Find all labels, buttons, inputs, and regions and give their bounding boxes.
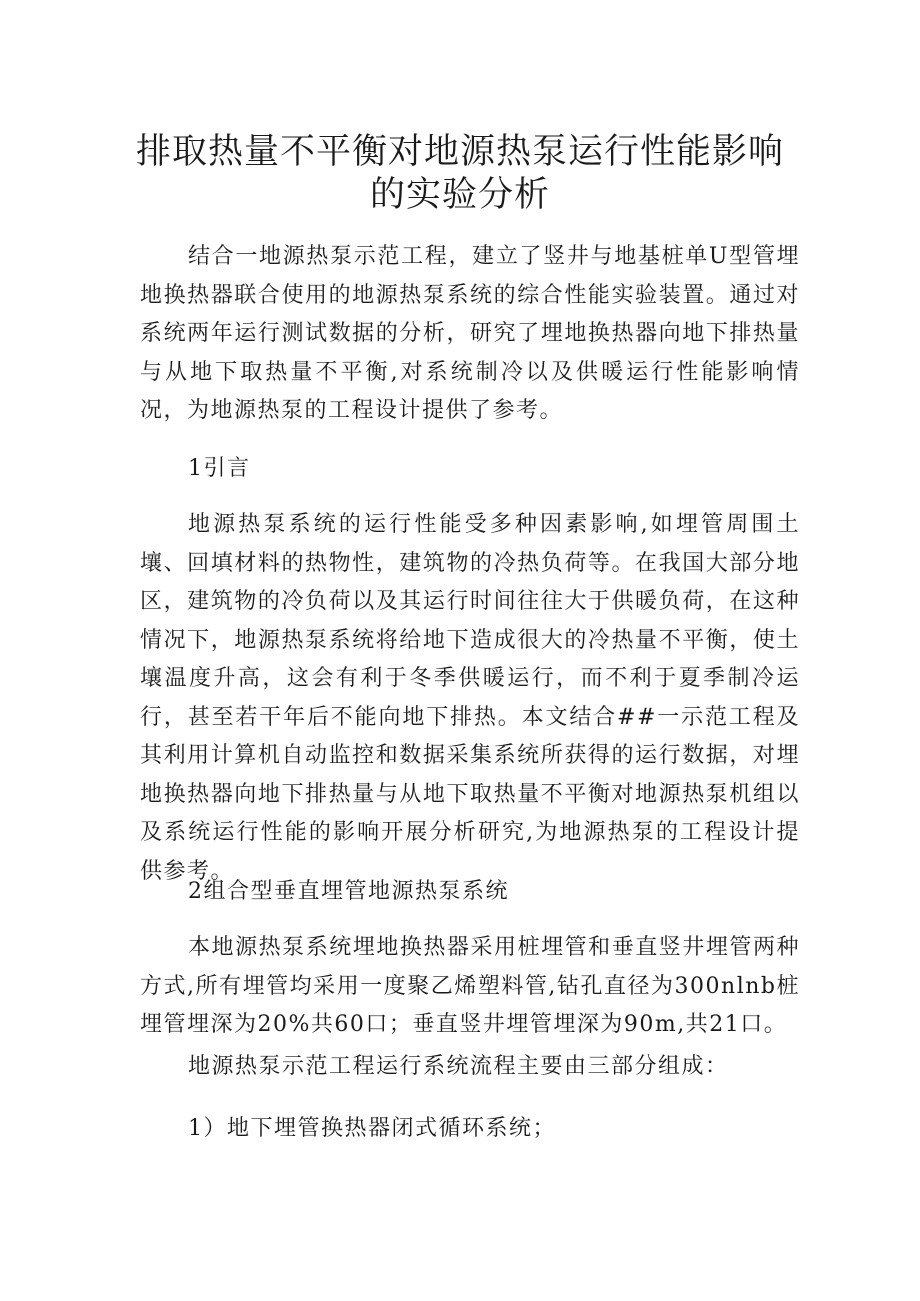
section-1-heading: 1引言 — [188, 456, 251, 481]
section-2-heading: 2组合型垂直埋管地源热泵系统 — [188, 879, 509, 904]
section-2-paragraph-2: 地源热泵示范工程运行系统流程主要由三部分组成： — [188, 1054, 729, 1079]
section-1-paragraph: 地源热泵系统的运行性能受多种因素影响,如埋管周围土壤、回填材料的热物性，建筑物的冷热负荷等。在我国大部分地区，建筑物的冷负荷以及其运行时间往往大于供暖负荷，在这种情况下，地源热泵系统将给地下造成很大的冷热量不平衡，使土壤温度升高，这会有利于冬季供暖运行，而不利于夏季制冷运行，甚至若干年后不能向地下排热。本文结合##一示范工程及其利用计算机自动监控和数据采集系统所获得的运行数据，对埋地换热器向地下排热量与从地下取热量不平衡对地源热泵机组以及系统运行性能的影响开展分析研究,为地源热泵的工程设计提供参考。 — [140, 512, 800, 884]
section-2-list-item-1: 1）地下埋管换热器闭式循环系统； — [188, 1116, 556, 1141]
document-title-line-2: 的实验分析 — [369, 175, 550, 215]
section-2-paragraph: 本地源热泵系统埋地换热器采用桩埋管和垂直竖井埋管两种方式,所有埋管均采用一度聚乙烯塑料管,钻孔直径为300nlnb桩埋管埋深为20%共60口；垂直竖井埋管埋深为90m,共21口。 — [140, 935, 800, 1037]
abstract-paragraph: 结合一地源热泵示范工程，建立了竖井与地基桩单U型管埋地换热器联合使用的地源热泵系统的综合性能实验装置。通过对系统两年运行测试数据的分析，研究了埋地换热器向地下排热量与从地下取热量不平衡,对系统制冷以及供暖运行性能影响情况，为地源热泵的工程设计提供了参考。 — [140, 244, 800, 423]
document-title-line-1: 排取热量不平衡对地源热泵运行性能影响 — [135, 132, 784, 172]
